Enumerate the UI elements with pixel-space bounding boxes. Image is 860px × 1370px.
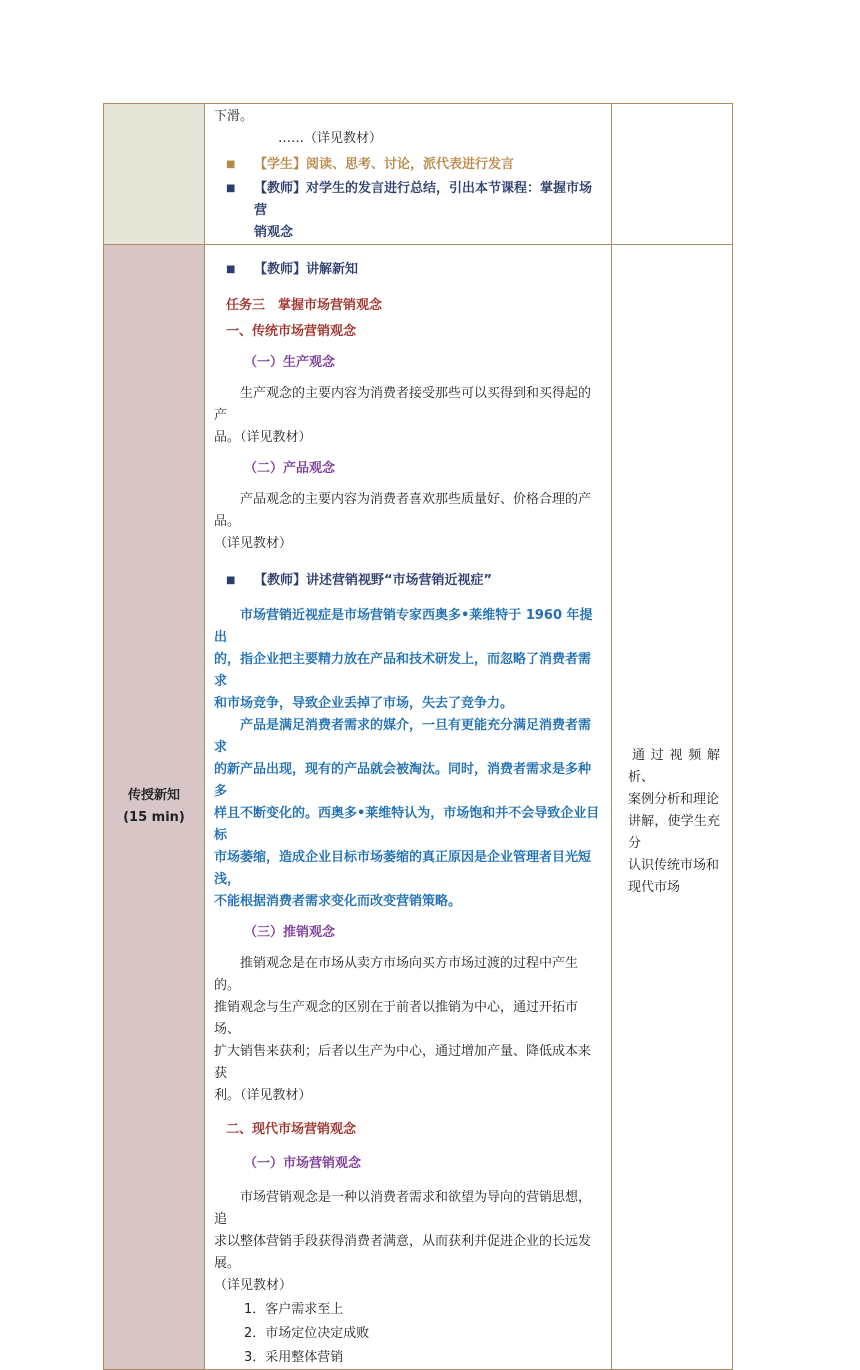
teacher-new-bullet: [214, 259, 603, 281]
sub-heading-marketing: （一）市场营销观念: [244, 1156, 362, 1171]
blue-line: 市场营销近视症是市场营销专家西奥多•莱维特于 1960 年提出: [214, 608, 593, 645]
blue-line: 样且不断变化的。西奥多•莱维特认为，市场饱和并不会导致企业目标: [214, 806, 600, 843]
teacher-bullet-text-cont: 销观念: [254, 225, 294, 240]
student-bullet-text: 【学生】阅读、思考、讨论，派代表进行发言: [254, 157, 515, 172]
table-row: [104, 104, 733, 245]
notes-cell: [612, 245, 733, 1370]
square-bullet-icon: ■: [226, 183, 236, 194]
blue-line: 不能根据消费者需求变化而改变营销策略。: [214, 894, 462, 909]
teacher-bullet-text: 【教师】对学生的发言进行总结，引出本节课程：掌握市场营: [254, 181, 593, 218]
myopia-block: [214, 605, 603, 913]
sub-heading-production: （一）生产观念: [244, 355, 336, 370]
teacher-new-text: 【教师】讲解新知: [254, 262, 359, 277]
lesson-plan-table: [103, 103, 733, 1370]
square-bullet-icon: ■: [226, 159, 236, 170]
sub-heading-selling: （三）推销观念: [244, 925, 336, 940]
paragraph-cont: （详见教材）: [214, 1278, 293, 1293]
teacher-view-text: 【教师】讲述营销视野“市场营销近视症”: [254, 573, 493, 588]
task-title: 任务三 掌握市场营销观念: [226, 298, 383, 313]
content-cell: [205, 104, 612, 245]
blue-line: 的新产品出现，现有的产品就会被淘汰。同时，消费者需求是多种多: [214, 762, 592, 799]
paragraph-cont: 品。（详见教材）: [214, 430, 312, 445]
student-bullet: [214, 154, 603, 176]
teacher-view-bullet: [214, 570, 603, 592]
table-row: [104, 245, 733, 1370]
text-line: 下滑。: [214, 109, 254, 124]
paragraph: 市场营销观念是一种以消费者需求和欲望为导向的营销思想，追: [214, 1190, 592, 1227]
paragraph-cont: 利。（详见教材）: [214, 1088, 312, 1103]
sub-heading-product: （二）产品观念: [244, 461, 336, 476]
note-line: 通过视频解析、: [628, 748, 720, 785]
paragraph: 产品观念的主要内容为消费者喜欢那些质量好、价格合理的产品。: [214, 492, 592, 529]
blue-line: 产品是满足消费者需求的媒介，一旦有更能充分满足消费者需求: [214, 718, 592, 755]
note-line: 认识传统市场和: [628, 858, 720, 873]
note-line: 现代市场: [628, 880, 681, 895]
blue-line: 市场萎缩，造成企业目标市场萎缩的真正原因是企业管理者目光短浅，: [214, 850, 592, 887]
section-heading-2: 二、现代市场营销观念: [226, 1122, 357, 1137]
content-cell: [205, 245, 612, 1370]
list-item: 1．客户需求至上: [244, 1302, 344, 1317]
paragraph-cont: 扩大销售来获利；后者以生产为中心，通过增加产量、降低成本来获: [214, 1044, 592, 1081]
list-item: 3．采用整体营销: [244, 1350, 344, 1365]
paragraph: 生产观念的主要内容为消费者接受那些可以买得到和买得起的产: [214, 386, 592, 423]
paragraph-cont: 推销观念与生产观念的区别在于前者以推销为中心，通过开拓市场、: [214, 1000, 579, 1037]
blue-line: 的，指企业把主要精力放在产品和技术研发上，而忽略了消费者需求: [214, 652, 592, 689]
square-bullet-icon: ■: [226, 575, 236, 586]
stage-name: 传授新知: [127, 788, 180, 803]
stage-duration: (15 min): [123, 810, 185, 825]
paragraph-cont: （详见教材）: [214, 536, 293, 551]
square-bullet-icon: ■: [226, 264, 236, 275]
teacher-bullet: [214, 178, 603, 244]
teaching-note: [612, 715, 732, 899]
list-item: 2．市场定位决定成败: [244, 1326, 370, 1341]
paragraph-cont: 求以整体营销手段获得消费者满意，从而获利并促进企业的长远发展。: [214, 1234, 592, 1271]
note-line: 案例分析和理论: [628, 792, 720, 807]
section-heading-1: 一、传统市场营销观念: [226, 324, 357, 339]
stage-cell: [104, 245, 205, 1370]
note-line: 讲解，使学生充分: [628, 814, 720, 851]
blue-line: 和市场竞争，导致企业丢掉了市场，失去了竞争力。: [214, 696, 514, 711]
notes-cell-empty: [612, 104, 733, 245]
text-line: ……（详见教材）: [278, 131, 383, 146]
paragraph: 推销观念是在市场从卖方市场向买方市场过渡的过程中产生的。: [214, 956, 579, 993]
stage-cell-empty: [104, 104, 205, 245]
